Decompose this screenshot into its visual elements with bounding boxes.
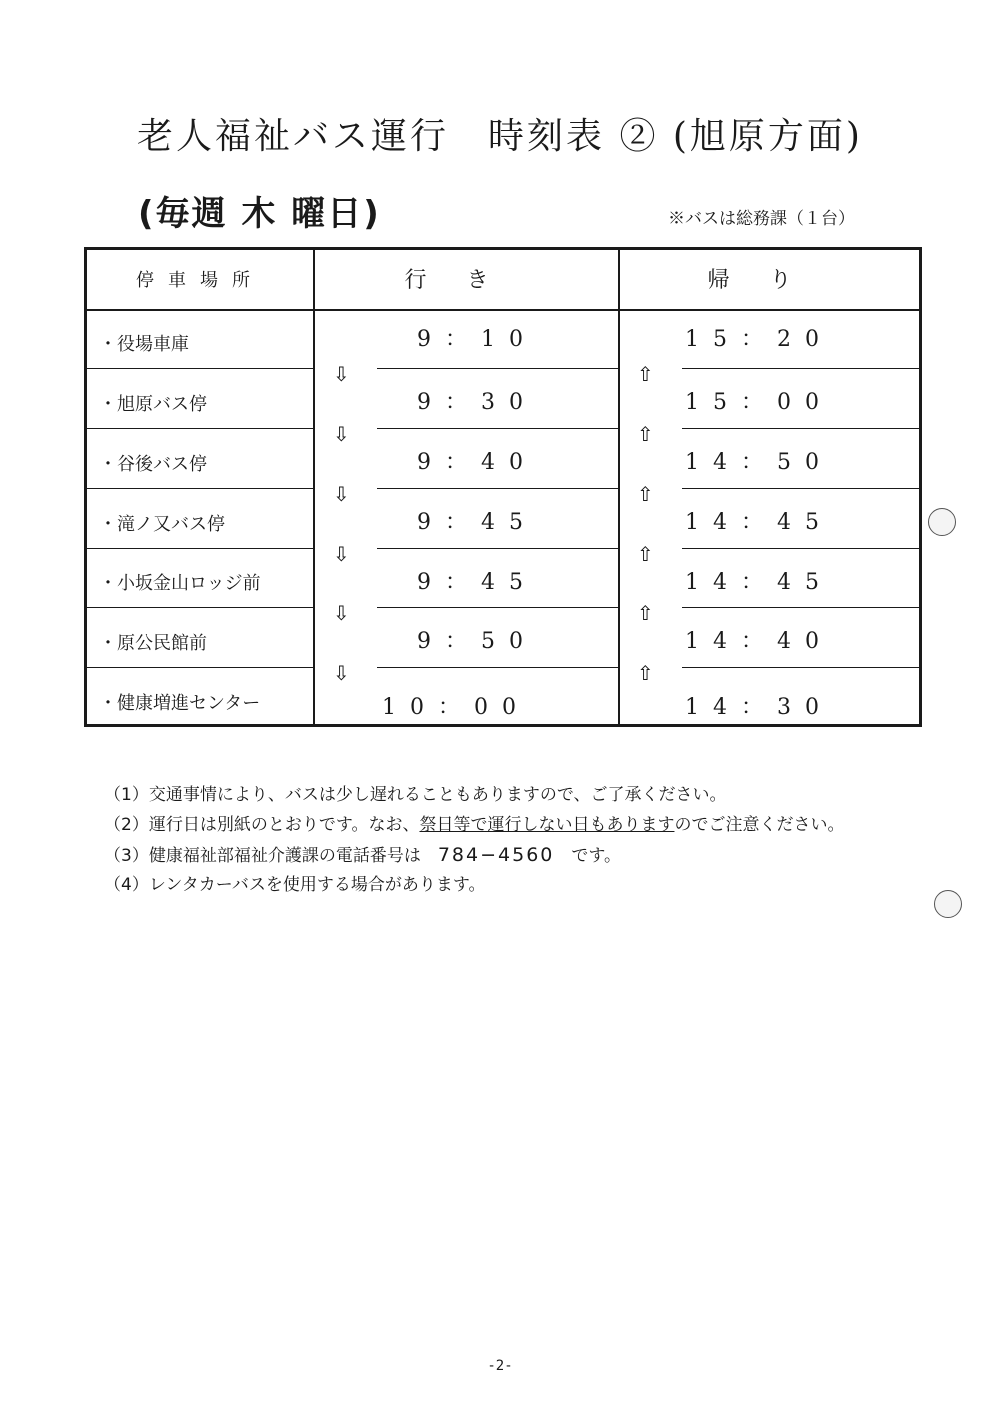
header-go: 行き <box>404 268 529 293</box>
note-item: （4）レンタカーバスを使用する場合があります。 <box>104 875 486 895</box>
row-divider <box>682 667 919 668</box>
stop-name: ・滝ノ又バス停 <box>99 514 225 535</box>
return-time: 14：30 <box>685 695 833 720</box>
up-arrow-icon: ⇧ <box>637 482 654 506</box>
page-title: 老人福祉バス運行 時刻表 ② (旭原方面) <box>137 116 863 157</box>
down-arrow-icon: ⇩ <box>333 422 350 446</box>
page-number: -2- <box>487 1358 513 1374</box>
stop-name: ・谷後バス停 <box>99 454 207 475</box>
schedule-day: (毎週 木 曜日) <box>138 194 381 234</box>
return-time: 14：40 <box>685 629 833 654</box>
notes-list <box>104 780 844 900</box>
column-divider <box>313 250 315 724</box>
column-divider <box>618 250 620 724</box>
punch-hole <box>934 890 962 918</box>
down-arrow-icon: ⇩ <box>333 542 350 566</box>
header-return: 帰り <box>707 268 832 293</box>
up-arrow-icon: ⇧ <box>637 362 654 386</box>
departure-time: 9：30 <box>417 390 537 415</box>
return-time: 15：20 <box>685 327 833 352</box>
up-arrow-icon: ⇧ <box>637 422 654 446</box>
departure-time: 9：45 <box>417 570 537 595</box>
row-divider <box>87 428 313 429</box>
row-divider <box>87 607 313 608</box>
row-divider <box>377 607 618 608</box>
departure-time: 10：00 <box>382 695 530 720</box>
row-divider <box>87 548 313 549</box>
row-divider <box>377 428 618 429</box>
row-divider <box>377 368 618 369</box>
stop-name: ・小坂金山ロッジ前 <box>99 573 261 594</box>
departure-time: 9：50 <box>417 629 537 654</box>
note-item: （1）交通事情により、バスは少し遅れることもありますので、ご了承ください。 <box>104 785 727 805</box>
row-divider <box>682 548 919 549</box>
row-divider <box>682 368 919 369</box>
row-divider <box>682 428 919 429</box>
note-item: （3）健康福祉部福祉介護課の電話番号は 784−4560 です。 <box>104 844 622 866</box>
return-time: 14：50 <box>685 450 833 475</box>
timetable <box>84 247 922 727</box>
departure-time: 9：40 <box>417 450 537 475</box>
return-time: 14：45 <box>685 510 833 535</box>
departure-time: 9：45 <box>417 510 537 535</box>
stop-name: ・原公民館前 <box>99 633 207 654</box>
underlined-text: 祭日等で運行しない日もあります <box>419 815 675 835</box>
row-divider <box>87 667 313 668</box>
row-divider <box>377 548 618 549</box>
return-time: 15：00 <box>685 390 833 415</box>
stop-name: ・旭原バス停 <box>99 394 207 415</box>
down-arrow-icon: ⇩ <box>333 362 350 386</box>
down-arrow-icon: ⇩ <box>333 661 350 685</box>
down-arrow-icon: ⇩ <box>333 601 350 625</box>
return-time: 14：45 <box>685 570 833 595</box>
departure-time: 9：10 <box>417 327 537 352</box>
down-arrow-icon: ⇩ <box>333 482 350 506</box>
row-divider <box>87 368 313 369</box>
up-arrow-icon: ⇧ <box>637 601 654 625</box>
row-divider <box>87 488 313 489</box>
stop-name: ・役場車庫 <box>99 334 189 355</box>
phone-number: 784−4560 <box>437 844 555 866</box>
punch-hole <box>928 508 956 536</box>
row-divider <box>682 607 919 608</box>
up-arrow-icon: ⇧ <box>637 661 654 685</box>
up-arrow-icon: ⇧ <box>637 542 654 566</box>
row-divider <box>377 488 618 489</box>
stop-name: ・健康増進センター <box>99 693 261 714</box>
row-divider <box>377 667 618 668</box>
bus-note: ※バスは総務課（１台） <box>668 209 855 229</box>
row-divider <box>682 488 919 489</box>
header-stop: 停車場所 <box>136 270 264 291</box>
note-item: （2）運行日は別紙のとおりです。なお、祭日等で運行しない日もありますのでご注意ください。 <box>104 815 845 835</box>
